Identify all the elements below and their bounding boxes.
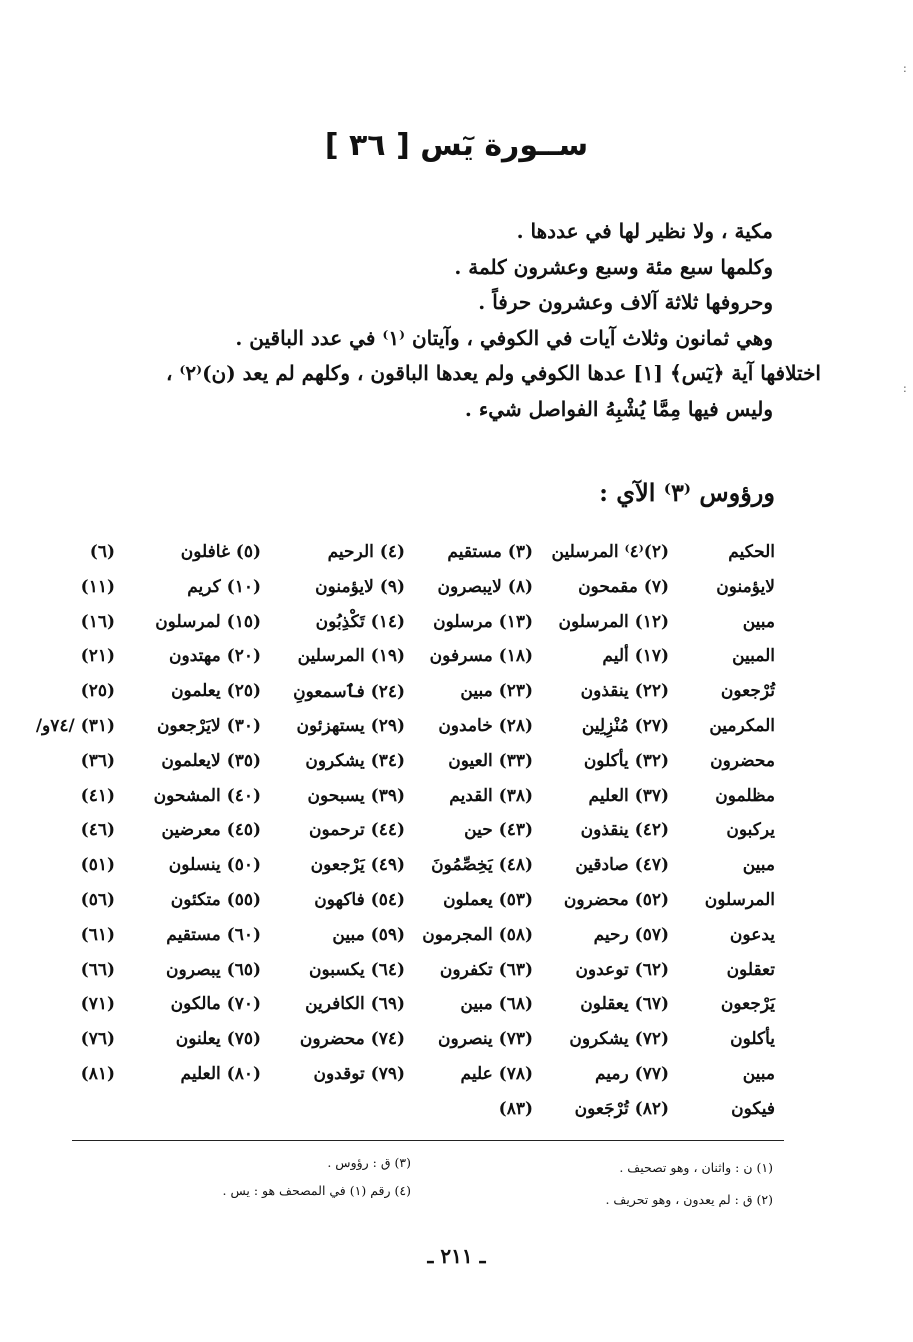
verse-ending-cell: (٤) الرحيم	[327, 542, 405, 562]
verse-ending-cell: (٥٣) يعملون	[443, 890, 533, 910]
verse-ending-cell: (٧٥) يعلنون	[175, 1029, 261, 1050]
verse-ending-cell: (٥) غافلون	[180, 542, 261, 562]
verse-ending-cell: (٦٨) مبين	[460, 994, 533, 1015]
footnote-3: (٣) ق : رؤوس .	[327, 1155, 411, 1170]
verse-ending-cell: المرسلون	[704, 890, 775, 910]
verse-ending-cell: (١٨) مسرفون	[429, 646, 533, 667]
verse-ending-cell: (٨٣)	[498, 1098, 533, 1119]
verse-ending-cell: مظلمون	[715, 785, 775, 806]
verse-ending-cell: (٧٠) مالكون	[170, 994, 261, 1015]
verse-ending-cell: (١٢) المرسلون	[558, 611, 669, 632]
verse-endings-table	[0, 528, 913, 1128]
verse-ending-cell: (٦)	[89, 542, 115, 562]
verse-ending-cell: (٣٩) يسبحون	[307, 785, 405, 806]
verse-ending-cell: (٧٤) محضرون	[299, 1029, 405, 1050]
surah-title: ســورة يٓس [ ٣٦ ]	[324, 128, 589, 163]
verse-ending-cell: (٢)⁽٤⁾ المرسلين	[551, 542, 669, 562]
intro-line: وكلمها سبع مئة وسبع وعشرون كلمة .	[454, 254, 773, 279]
verse-ending-cell: المبين	[732, 646, 775, 667]
verse-ending-cell: (٦٧) يعقلون	[580, 994, 669, 1015]
verse-ending-cell: (٢١)	[80, 646, 115, 667]
verse-ending-cell: (٤٧) صادقين	[575, 855, 669, 876]
verse-ending-cell: (٧٢) يشكرون	[569, 1029, 669, 1050]
verse-ending-cell: (٣٥) لايعلمون	[161, 750, 261, 771]
verse-ending-cell: (٦١)	[80, 924, 115, 945]
verse-ending-cell: لايؤمنون	[716, 576, 775, 597]
intro-line: وليس فيها مِمَّا يُشْبِهُ الفواصل شيء .	[464, 396, 773, 421]
verse-ending-cell: (٣٠) لايَرْجعون	[156, 716, 261, 736]
verse-ending-cell: (٦٦)	[80, 959, 115, 980]
verse-ending-cell: (١٦)	[80, 611, 115, 632]
verse-ending-cell: (٣٦)	[80, 750, 115, 771]
verse-ending-cell: (١٥) لمرسلون	[155, 611, 261, 632]
verse-ending-cell: يدعون	[729, 924, 775, 945]
margin-mark: :	[903, 382, 907, 395]
verse-ending-cell: (٢٥) يعلمون	[171, 681, 261, 702]
verse-ending-cell: (٥٩) مبين	[332, 924, 405, 945]
verse-ending-cell: (٥٦)	[80, 890, 115, 910]
intro-line: اختلافها آية ﴿يٓس﴾ [١] عدها الكوفي ولم يعدها الباقون ، وكلهم لم يعد (ن)⁽٢⁾ ،	[165, 361, 821, 385]
section-heading: ورؤوس ⁽٣⁾ الآي :	[599, 478, 775, 507]
verse-ending-cell: (١٤) تَكْذِبُون	[315, 611, 405, 632]
verse-ending-cell: (٣٢) يأكلون	[583, 750, 669, 771]
verse-ending-cell: (٥٧) رحيم	[593, 924, 669, 945]
verse-ending-cell: (٤٢) ينقذون	[580, 820, 669, 841]
verse-ending-cell: (٧١)	[80, 994, 115, 1015]
verse-ending-cell: (٤٩) يَرْجعون	[310, 855, 405, 876]
verse-ending-cell: (٣٨) القديم	[449, 785, 533, 806]
verse-ending-cell: مبين	[742, 855, 775, 876]
page-number: ـ ٢١١ ـ	[427, 1244, 486, 1268]
footnote-divider	[72, 1140, 784, 1141]
verse-ending-cell: (٩) لايؤمنون	[315, 576, 405, 597]
verse-ending-cell: يركبون	[726, 820, 775, 841]
verse-ending-cell: يَرْجعون	[720, 994, 775, 1015]
verse-ending-cell: (٤٤) ترحمون	[309, 820, 405, 841]
verse-ending-cell: (١٠) كريم	[187, 576, 261, 597]
verse-ending-cell: (٨١)	[80, 1064, 115, 1084]
verse-ending-cell: (٢٧) مُنْزِلِين	[581, 716, 669, 736]
verse-ending-cell: (٨) لايبصرون	[437, 576, 533, 597]
verse-ending-cell: (٧٣) ينصرون	[438, 1029, 533, 1050]
verse-ending-cell: (٦٣) تكفرون	[439, 959, 533, 980]
verse-ending-cell: (١٣) مرسلون	[433, 611, 533, 632]
verse-ending-cell: (٢٢) ينقذون	[580, 681, 669, 702]
verse-ending-cell: (٦٤) يكسبون	[309, 959, 405, 980]
verse-ending-cell: (٢٥)	[80, 681, 115, 702]
verse-ending-cell: (٢٨) خامدون	[438, 716, 533, 736]
verse-ending-cell: (٥٠) ينسلون	[168, 855, 261, 876]
verse-ending-cell: (٣٤) يشكرون	[305, 750, 405, 771]
verse-ending-cell: (٦٠) مستقيم	[166, 924, 261, 945]
footnote-1: (١) ن : واثنان ، وهو تصحيف .	[619, 1160, 773, 1175]
verse-ending-cell: يأكلون	[730, 1029, 775, 1050]
verse-ending-cell: (٤٣) حين	[464, 820, 533, 841]
verse-ending-cell: (٦٥) يبصرون	[166, 959, 261, 980]
verse-ending-cell: (٣١) /٧٤و/	[35, 716, 115, 736]
verse-ending-cell: (٥٤) فاكهون	[314, 890, 405, 910]
verse-ending-cell: المكرمين	[709, 716, 775, 736]
footnote-2: (٢) ق : لم يعدون ، وهو تحريف .	[605, 1192, 773, 1207]
verse-ending-cell: (٢٠) مهتدون	[169, 646, 261, 667]
verse-ending-cell: (٧٨) عليم	[460, 1064, 533, 1084]
intro-line: وهي ثمانون وثلاث آيات في الكوفي ، وآيتان ⁽١⁾ في عدد الباقين .	[235, 325, 773, 350]
verse-ending-cell: (٧) مقمحون	[578, 576, 669, 597]
verse-ending-cell: (٧٦)	[80, 1029, 115, 1050]
verse-ending-cell: محضرون	[710, 750, 775, 771]
verse-ending-cell: تُرْجعون	[720, 681, 775, 702]
footnote-4: (٤) رقم (١) في المصحف هو : يس .	[222, 1183, 411, 1198]
verse-ending-cell: الحكيم	[728, 542, 775, 562]
verse-ending-cell: (٣) مستقيم	[447, 542, 533, 562]
intro-paragraph	[93, 214, 821, 427]
verse-ending-cell: (٤٠) المشحون	[153, 785, 261, 806]
verse-ending-cell: (٢٤) فٱسمعونِ	[293, 682, 405, 703]
verse-ending-cell: مبين	[742, 611, 775, 632]
margin-mark: :	[903, 62, 907, 75]
verse-ending-cell: (٦٢) توعدون	[575, 959, 669, 980]
verse-ending-cell: (٣٣) العيون	[448, 750, 533, 771]
verse-ending-cell: (٧٩) توقدون	[313, 1064, 405, 1084]
verse-ending-cell: (٧٧) رميم	[594, 1064, 669, 1084]
verse-ending-cell: تعقلون	[726, 959, 775, 980]
verse-ending-cell: (٢٣) مبين	[460, 681, 533, 702]
intro-line: وحروفها ثلاثة آلاف وعشرون حرفاً .	[478, 290, 773, 314]
verse-ending-cell: (٨٢) تُرْجَعون	[574, 1098, 669, 1119]
verse-ending-cell: (٤٥) معرضين	[161, 820, 261, 841]
verse-ending-cell: (٤١)	[80, 785, 115, 806]
verse-ending-cell: (٥٢) محضرون	[563, 890, 669, 910]
verse-ending-cell: (٣٧) العليم	[588, 785, 669, 806]
verse-ending-cell: (١١)	[80, 576, 115, 597]
verse-ending-cell: فيكون	[731, 1098, 775, 1119]
verse-ending-cell: (٢٩) يستهزئون	[296, 716, 405, 736]
verse-ending-cell: (١٧) أليم	[602, 646, 669, 667]
verse-ending-cell: (٥١)	[80, 855, 115, 876]
verse-ending-cell: (٦٩) الكافرين	[305, 994, 405, 1015]
intro-line: مكية ، ولا نظير لها في عددها .	[516, 219, 773, 243]
verse-ending-cell: (٥٥) متكئون	[170, 890, 261, 910]
verse-ending-cell: (٤٨) يَخِصِّمُونَ	[431, 855, 533, 876]
verse-ending-cell: مبين	[742, 1064, 775, 1084]
verse-ending-cell: (٨٠) العليم	[180, 1064, 261, 1084]
verse-ending-cell: (٤٦)	[80, 820, 115, 841]
verse-ending-cell: (١٩) المرسلين	[297, 646, 405, 667]
verse-ending-cell: (٥٨) المجرمون	[422, 924, 533, 945]
